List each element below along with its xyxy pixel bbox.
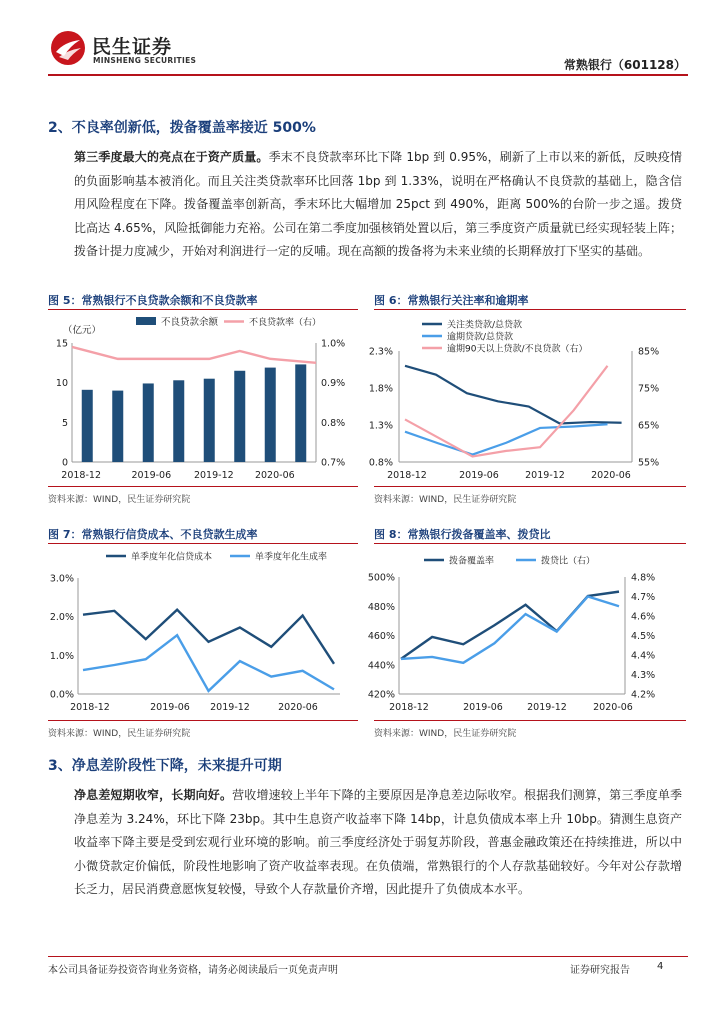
fig5-bar [143,383,154,462]
fig8-source: 资料来源：WIND，民生证券研究院 [374,729,517,739]
section-3-body: 营收增速较上半年下降的主要原因是净息差边际收窄。根据我们测算，第三季度单季净息差为 3.24%，环比下降 23bp。其中生息资产收益率下降 14bp，计息负债成本率上升 10bp。猜测生息资产收益率下降主要是受到宏观行业环境的影响。前三季度经济处于弱复苏阶段，普惠金融政策还在持续推进，所以中小微贷款定价偏低，阶段性地影响了资产收益率表现。在负债端，常熟银行的个人存款基础较好。今年对公存款增长乏力，居民消费意愿恢复较慢，导致个人存款量价齐增，因此提升了负债成本水平。 [74,788,682,896]
fig6-legend-2-label: 逾期贷款/总贷款 [447,332,514,343]
fig5-title-rule [48,309,358,310]
fig8-chart [368,546,686,718]
fig6-title: 图 6：常熟银行关注率和逾期率 [374,294,529,307]
section-3-paragraph [74,784,682,902]
footer-report-type: 证券研究报告 [570,965,630,976]
fig7-legend-2-label: 单季度年化生成率 [255,552,328,563]
fig6-x-tick: 2020-06 [591,470,631,481]
fig6-x-tick: 2018-12 [387,470,427,481]
fig7-left-tick: 1.0% [49,650,74,662]
fig6-legend-3-label: 逾期90天以上贷款/不良贷款（右） [447,344,588,355]
fig6-source: 资料来源：WIND，民生证券研究院 [374,495,517,505]
section-2-paragraph [74,146,682,264]
fig7-x-tick: 2018-12 [70,702,110,713]
fig8-title-rule [374,543,686,544]
fig8-left-tick: 420% [368,689,395,701]
fig7-x-tick: 2019-06 [150,702,190,713]
section-3-title: 3、净息差阶段性下降，未来提升可期 [48,758,282,774]
footer-disclaimer: 本公司具备证券投资咨询业务资格，请务必阅读最后一页免责声明 [48,965,338,976]
fig5-bar [204,379,215,462]
fig5-right-tick: 0.7% [321,457,346,469]
fig6-left-tick: 1.3% [368,420,393,432]
fig5-source: 资料来源：WIND，民生证券研究院 [48,495,191,505]
fig5-legend-line-label: 不良贷款率（右） [249,318,322,328]
fig7-title: 图 7：常熟银行信贷成本、不良贷款生成率 [48,528,258,541]
fig7-x-tick: 2020-06 [278,702,318,713]
fig8-right-tick: 4.4% [631,650,656,662]
fig5-bottom-rule [48,486,358,487]
fig5-npl-ratio-line [72,347,316,363]
fig8-x-tick: 2018-12 [389,702,429,713]
section-2-body: 季末不良贷款率环比下降 1bp 到 0.95%，刷新了上市以来的新低，反映疫情的负面影响基本被消化。而且关注类贷款率环比回落 1bp 到 1.33%，说明在严格确认不良贷款的基础上，隐含信用风险程度在下降。拨备覆盖率创新高，季末环比大幅增加 25pct 到 490%，距离 500%的台阶一步之遥。拨贷比高达 4.65%，风险抵御能力充裕。公司在第二季度加强核销处置以后，第三季度资产质量就已经实现轻装上阵；拨备计提力度减少，开始对利润进行一定的反哺。现在高额的拨备将为未来业绩的长期释放打下坚实的基础。 [74,150,682,258]
fig5-left-tick: 15 [55,338,68,350]
fig7-left-tick: 0.0% [49,689,74,701]
fig5-unit-label: （亿元） [63,325,102,336]
fig8-legend-1-label: 拨备覆盖率 [449,556,495,567]
fig8-left-tick: 440% [368,660,395,672]
fig8-x-tick: 2019-06 [463,702,503,713]
fig5-bar [112,391,123,462]
fig8-right-tick: 4.5% [631,631,656,642]
footer-divider [48,956,688,957]
fig6-x-tick: 2019-06 [459,470,499,481]
fig6-series-line [405,366,622,424]
fig6-title-rule [374,309,686,310]
fig5-bar [265,368,276,462]
fig8-right-tick: 4.7% [631,592,656,603]
fig6-left-tick: 2.3% [368,346,393,358]
fig7-series-line [83,635,334,691]
fig5-left-tick: 10 [55,378,68,390]
fig6-right-tick: 85% [638,346,660,358]
fig8-legend-2-label: 拨贷比（右） [541,556,596,567]
fig5-left-tick: 5 [61,417,68,429]
fig8-x-tick: 2019-12 [527,702,567,713]
fig5-title: 图 5：常熟银行不良贷款余额和不良贷款率 [48,294,258,307]
fig7-left-tick: 2.0% [49,612,74,624]
fig6-x-tick: 2019-12 [525,470,565,481]
header-company-ticker: 常熟银行（601128） [563,58,686,72]
fig5-right-tick: 0.9% [321,378,346,390]
fig8-bottom-rule [374,720,686,721]
fig6-bottom-rule [374,486,686,487]
fig5-x-tick: 2019-12 [193,470,234,481]
fig6-left-tick: 1.8% [368,383,393,395]
fig5-bar [295,364,306,462]
fig5-x-tick: 2018-12 [61,470,102,481]
fig5-right-tick: 0.8% [321,417,346,429]
fig7-chart [48,546,358,718]
fig8-x-tick: 2020-06 [593,702,633,713]
fig5-x-tick: 2020-06 [254,470,295,481]
fig6-right-tick: 75% [638,383,660,395]
fig7-bottom-rule [48,720,358,721]
fig7-legend-1-label: 单季度年化信贷成本 [131,552,213,563]
section-2-title: 2、不良率创新低，拨备覆盖率接近 500% [48,120,316,136]
fig5-bar [82,390,93,462]
fig8-left-tick: 480% [368,601,395,613]
fig8-right-tick: 4.6% [631,611,656,623]
footer-page-number: 4 [657,961,664,972]
fig8-series-line [401,597,619,663]
fig5-legend-bar-swatch [136,317,156,325]
fig7-source: 资料来源：WIND，民生证券研究院 [48,729,191,739]
minsheng-logo-icon [50,30,86,66]
fig5-legend-bar-label: 不良贷款余额 [161,317,219,328]
fig6-legend-1-label: 关注类贷款/总贷款 [447,320,523,331]
fig8-right-tick: 4.3% [631,670,656,681]
fig5-left-tick: 0 [61,457,68,469]
fig7-title-rule [48,543,358,544]
fig7-series-line [83,610,334,664]
fig5-bar [234,371,245,462]
fig8-right-tick: 4.8% [631,572,656,584]
fig5-bar [173,380,184,462]
logo-text-en: MINSHENG SECURITIES [93,56,197,65]
section-3-lead: 净息差短期收窄，长期向好。 [74,788,233,802]
fig7-left-tick: 3.0% [49,573,74,585]
section-2-lead: 第三季度最大的亮点在于资产质量。 [74,150,269,164]
fig7-x-tick: 2019-12 [210,702,250,713]
header-divider [48,74,688,76]
fig8-right-tick: 4.2% [631,689,656,701]
fig8-left-tick: 500% [368,572,395,584]
fig6-chart [368,312,686,484]
fig5-chart [48,312,358,484]
logo-text-cn: 民生证券 [92,36,173,58]
fig8-left-tick: 460% [368,631,395,642]
fig5-x-tick: 2019-06 [131,470,172,481]
fig6-right-tick: 55% [638,457,660,469]
fig8-title: 图 8：常熟银行拨备覆盖率、拨贷比 [374,528,551,541]
fig8-series-line [401,592,619,659]
fig6-right-tick: 65% [638,420,660,432]
fig6-left-tick: 0.8% [368,457,393,469]
fig5-right-tick: 1.0% [321,338,346,350]
